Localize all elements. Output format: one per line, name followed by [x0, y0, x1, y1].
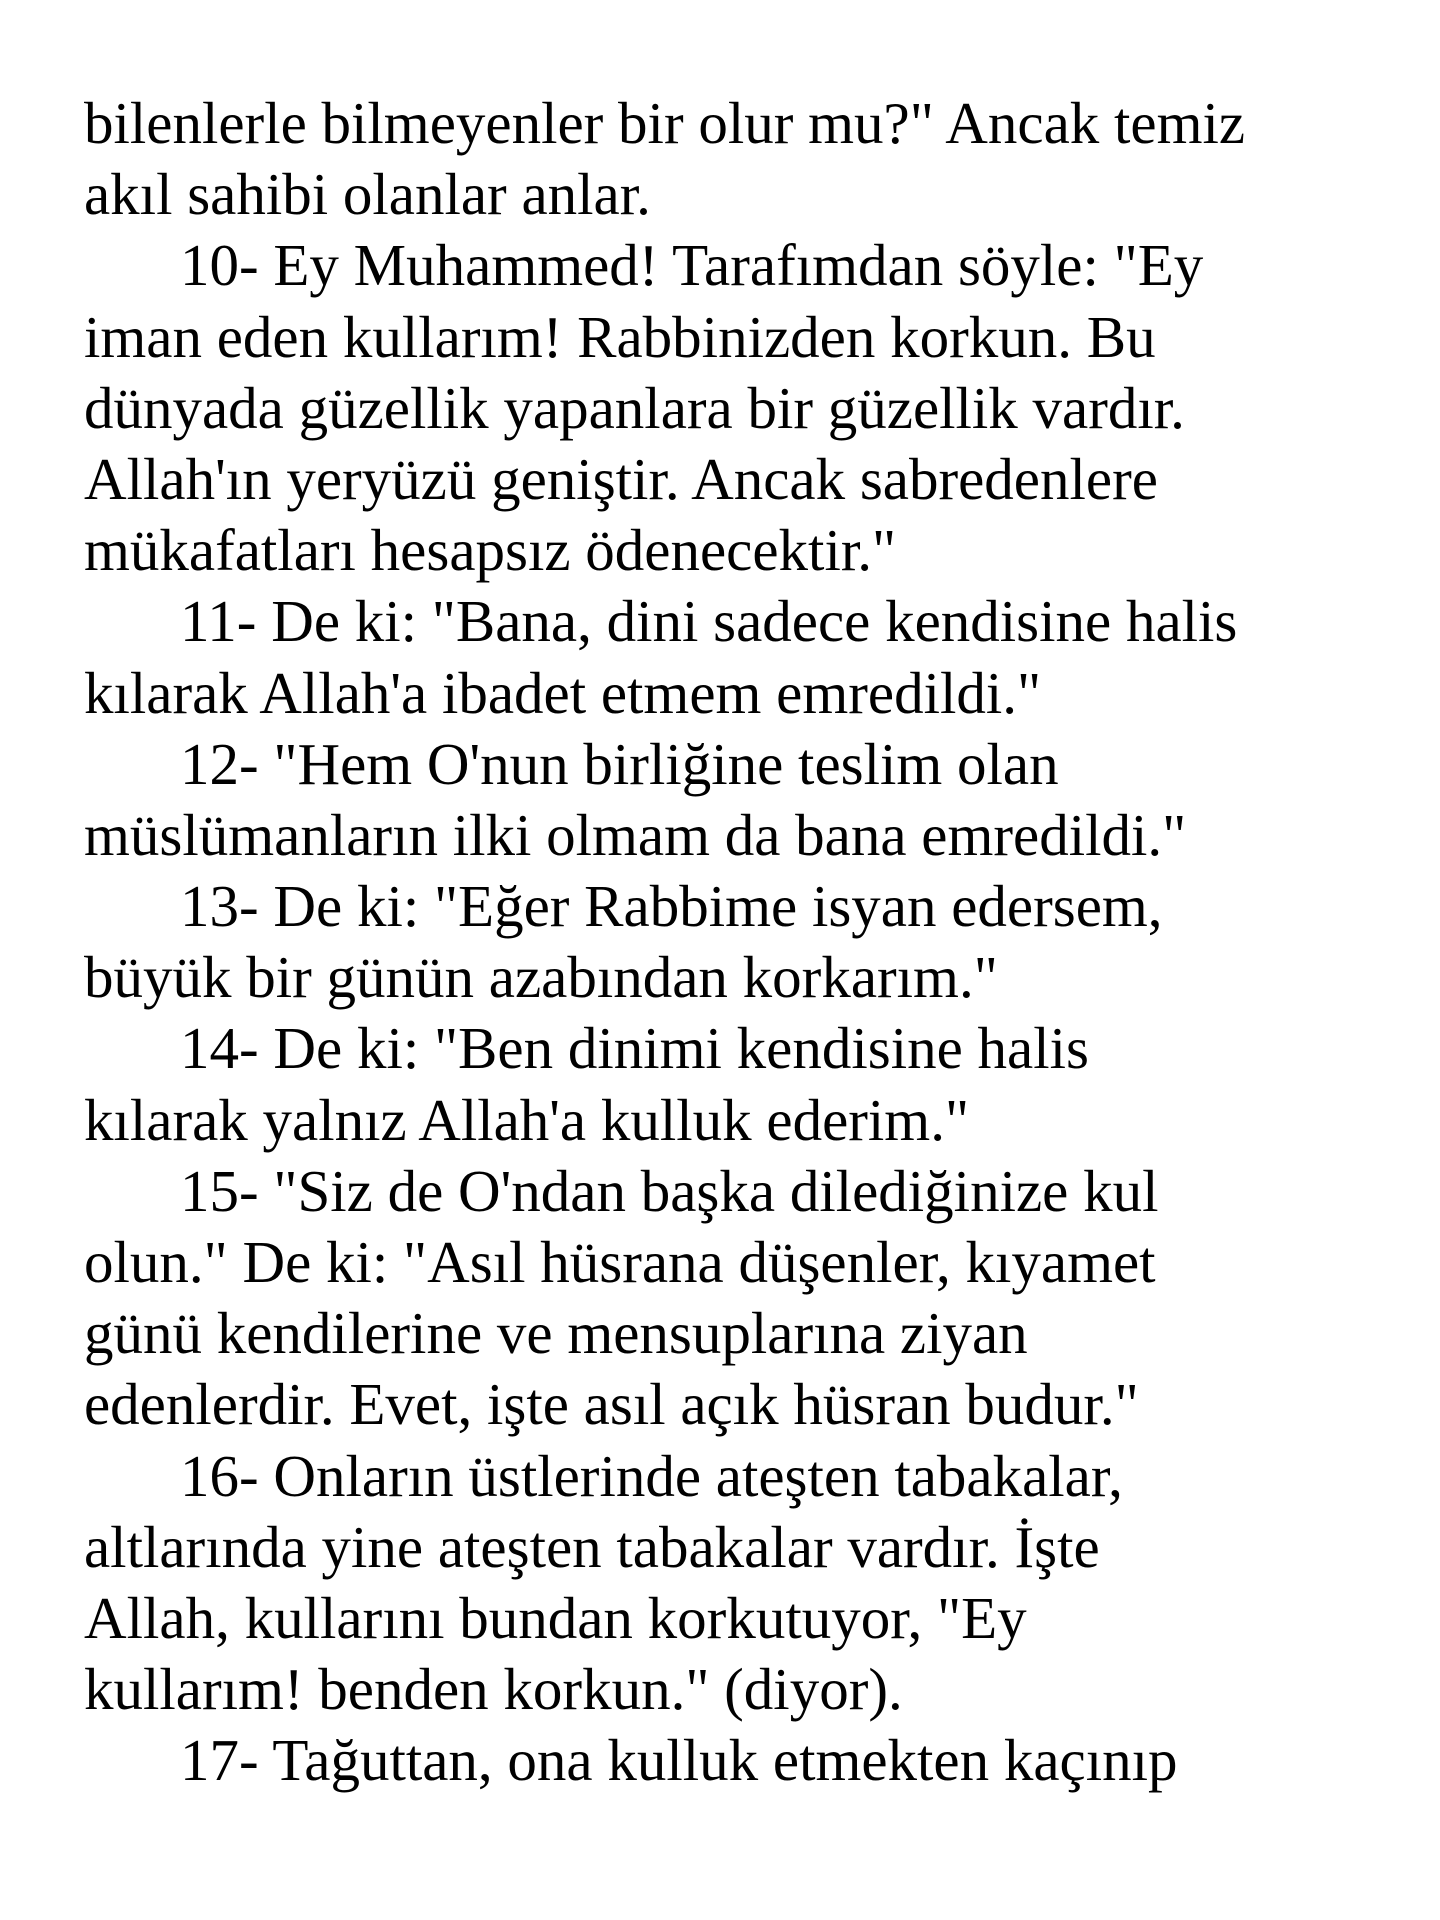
text-line: akıl sahibi olanlar anlar.	[84, 161, 651, 228]
text-line: mükafatları hesapsız ödenecektir."	[84, 517, 897, 584]
verse-12-start: 12- "Hem O'nun birliğine teslim olan	[180, 730, 1059, 797]
text-line: Allah, kullarını bundan korkutuyor, "Ey	[84, 1584, 1027, 1651]
verse-14-start: 14- De ki: "Ben dinimi kendisine halis	[180, 1015, 1089, 1082]
text-line: dünyada güzellik yapanlara bir güzellik vardır.	[84, 374, 1185, 441]
verse-11-start: 11- De ki: "Bana, dini sadece kendisine halis	[180, 588, 1238, 655]
verse-10-start: 10- Ey Muhammed! Tarafımdan söyle: "Ey	[180, 232, 1204, 299]
text-line: günü kendilerine ve mensuplarına ziyan	[84, 1300, 1028, 1367]
verse-13-start: 13- De ki: "Eğer Rabbime isyan edersem,	[180, 873, 1163, 940]
verse-15-start: 15- "Siz de O'ndan başka dilediğinize kul	[180, 1157, 1159, 1224]
text-line: büyük bir günün azabından korkarım."	[84, 944, 998, 1011]
text-line: olun." De ki: "Asıl hüsrana düşenler, kıyamet	[84, 1229, 1156, 1295]
body-text	[84, 88, 1404, 1797]
text-line: Allah'ın yeryüzü geniştir. Ancak sabredenlere	[84, 445, 1158, 512]
text-line: bilenlerle bilmeyenler bir olur mu?" Ancak temiz	[84, 90, 1246, 156]
text-line: müslümanların ilki olmam da bana emredildi."	[84, 801, 1187, 868]
text-line: edenlerdir. Evet, işte asıl açık hüsran budur."	[84, 1371, 1139, 1438]
text-line: kılarak Allah'a ibadet etmem emredildi."	[84, 659, 1042, 726]
verse-17-start: 17- Tağuttan, ona kulluk etmekten kaçınıp	[180, 1727, 1178, 1794]
verse-16-start: 16- Onların üstlerinde ateşten tabakalar,	[180, 1442, 1123, 1509]
text-line: altlarında yine ateşten tabakalar vardır. İşte	[84, 1513, 1100, 1580]
text-line: kılarak yalnız Allah'a kulluk ederim."	[84, 1086, 970, 1153]
text-line: kullarım! benden korkun." (diyor).	[84, 1656, 903, 1723]
text-line: iman eden kullarım! Rabbinizden korkun. Bu	[84, 303, 1156, 370]
